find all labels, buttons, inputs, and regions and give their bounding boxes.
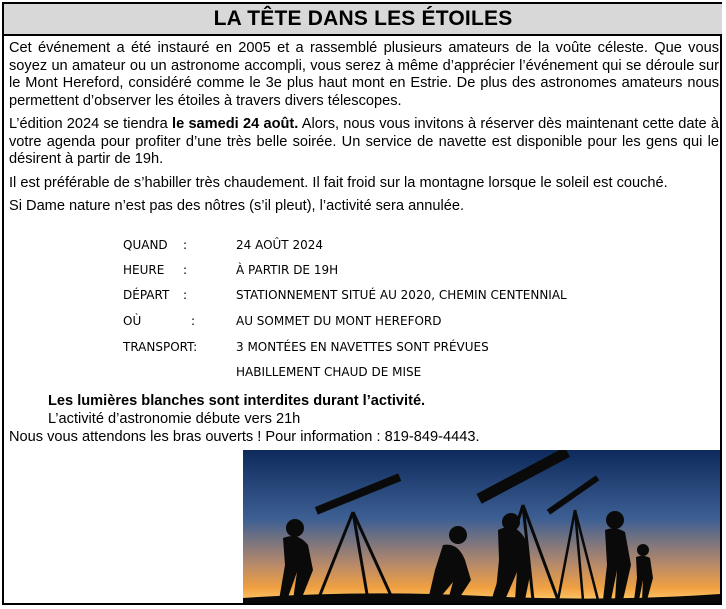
stargazers-silhouette-photo [243,450,720,603]
body-text [9,40,719,222]
date-paragraph [9,116,719,169]
detail-label: QUAND [123,238,168,252]
detail-colon: : [183,288,188,302]
detail-colon: : [191,314,196,328]
detail-value: 24 AOÛT 2024 [236,238,323,252]
title-bar [4,4,722,36]
detail-value: À PARTIR DE 19H [236,263,339,277]
detail-label: HEURE [123,263,165,277]
detail-colon: : [183,238,188,252]
detail-value: STATIONNEMENT SITUÉ AU 2020, CHEMIN CENTENNIAL [236,288,567,302]
weather-paragraph: Si Dame nature n’est pas des nôtres (s’il pleut), l’activité sera annulée. [9,198,465,214]
detail-value: 3 MONTÉES EN NAVETTES SONT PRÉVUES [236,340,489,354]
event-date-bold: le samedi 24 août. [172,116,299,132]
detail-label: OÙ [123,314,142,328]
closing-contact-line: Nous vous attendons les bras ouverts ! Pour information : 819-849-4443. [9,429,480,445]
page-title: LA TÊTE DANS LES ÉTOILES [213,7,513,30]
start-time-note: L’activité d’astronomie débute vers 21h [48,411,301,427]
detail-value: HABILLEMENT CHAUD DE MISE [236,365,422,379]
detail-label: TRANSPORT: [123,340,198,354]
date-paragraph-rest: Alors, nous vous invitons à réserver dès maintenant cette date à votre agenda pour profiter d’une très belle soirée. Un service de navette est disponible pour les gens qui le désirent à partir de 19h. [9,116,719,167]
intro-paragraph: Cet événement a été instauré en 2005 et a rassemblé plusieurs amateurs de la voûte céleste. Que vous soyez un amateur ou un astronome accompli, vous serez à même d’apprécier l’événement qui se déroule sur le Mont Hereford, considéré comme le 3e plus haut mont en Estrie. De plus des astronomes amateurs nous permettent d’observer les étoiles à travers divers télescopes. [9,40,719,109]
detail-label: DÉPART [123,288,170,302]
clothing-paragraph: Il est préférable de s’habiller très chaudement. Il fait froid sur la montagne lorsque le soleil est couché. [9,174,668,191]
white-light-warning: Les lumières blanches sont interdites durant l’activité. [48,393,426,409]
detail-value: AU SOMMET DU MONT HEREFORD [236,314,442,328]
date-paragraph-lead: L’édition 2024 se tiendra [9,116,173,132]
detail-colon: : [183,263,188,277]
